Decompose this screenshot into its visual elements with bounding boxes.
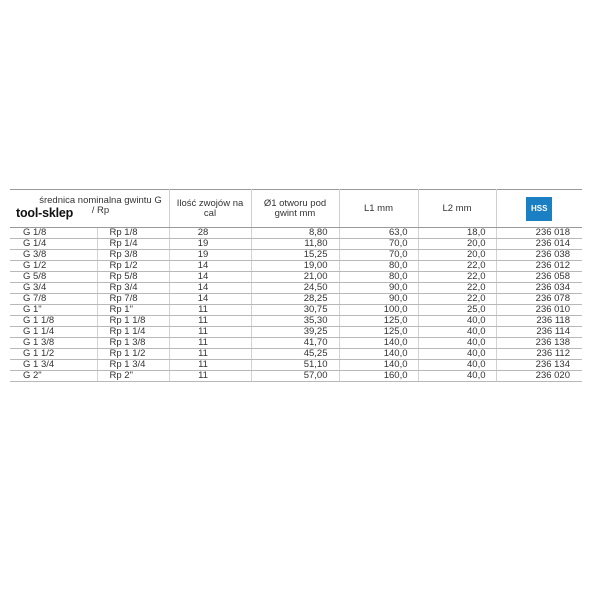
- cell-rp-size: Rp 5/8: [97, 272, 169, 283]
- table-row: [10, 338, 582, 349]
- cell-g-size: G 1": [10, 305, 97, 316]
- cell-rp-size: Rp 1 3/8: [97, 338, 169, 349]
- cell-threads: 11: [169, 360, 251, 371]
- cell-hole-diameter: 19,00: [251, 261, 339, 272]
- cell-g-size: G 1 3/4: [10, 360, 97, 371]
- table-header-row: [10, 190, 582, 228]
- header-hole: Ø1 otworu pod gwint mm: [251, 190, 339, 228]
- cell-code: 236 078: [496, 294, 582, 305]
- table-row: [10, 371, 582, 382]
- table-row: [10, 239, 582, 250]
- cell-hole-diameter: 28,25: [251, 294, 339, 305]
- cell-g-size: G 1 1/4: [10, 327, 97, 338]
- cell-code: 236 138: [496, 338, 582, 349]
- cell-code: 236 038: [496, 250, 582, 261]
- cell-hole-diameter: 21,00: [251, 272, 339, 283]
- cell-l1: 140,0: [339, 338, 418, 349]
- cell-rp-size: Rp 1/2: [97, 261, 169, 272]
- cell-threads: 28: [169, 228, 251, 239]
- table-row: [10, 305, 582, 316]
- cell-l1: 80,0: [339, 272, 418, 283]
- cell-threads: 11: [169, 349, 251, 360]
- cell-l1: 125,0: [339, 327, 418, 338]
- cell-l2: 22,0: [418, 283, 496, 294]
- cell-l1: 90,0: [339, 283, 418, 294]
- cell-rp-size: Rp 3/8: [97, 250, 169, 261]
- cell-rp-size: Rp 3/4: [97, 283, 169, 294]
- cell-l1: 90,0: [339, 294, 418, 305]
- cell-threads: 19: [169, 250, 251, 261]
- cell-l1: 80,0: [339, 261, 418, 272]
- cell-rp-size: Rp 1 3/4: [97, 360, 169, 371]
- cell-hole-diameter: 15,25: [251, 250, 339, 261]
- table-row: [10, 327, 582, 338]
- cell-hole-diameter: 41,70: [251, 338, 339, 349]
- cell-hole-diameter: 8,80: [251, 228, 339, 239]
- cell-l2: 40,0: [418, 327, 496, 338]
- cell-g-size: G 1 3/8: [10, 338, 97, 349]
- cell-threads: 19: [169, 239, 251, 250]
- cell-rp-size: Rp 7/8: [97, 294, 169, 305]
- cell-rp-size: Rp 1 1/4: [97, 327, 169, 338]
- cell-g-size: G 5/8: [10, 272, 97, 283]
- cell-l2: 20,0: [418, 239, 496, 250]
- cell-threads: 14: [169, 283, 251, 294]
- cell-threads: 11: [169, 316, 251, 327]
- cell-l1: 140,0: [339, 360, 418, 371]
- table-row: [10, 316, 582, 327]
- cell-code: 236 118: [496, 316, 582, 327]
- cell-hole-diameter: 11,80: [251, 239, 339, 250]
- cell-threads: 11: [169, 371, 251, 382]
- cell-rp-size: Rp 2": [97, 371, 169, 382]
- table-row: [10, 360, 582, 371]
- header-diameter-label: średnica nominalna gwintu G / Rp: [39, 195, 162, 216]
- cell-g-size: G 7/8: [10, 294, 97, 305]
- cell-g-size: G 1/4: [10, 239, 97, 250]
- table-row: [10, 294, 582, 305]
- cell-l1: 100,0: [339, 305, 418, 316]
- cell-code: 236 012: [496, 261, 582, 272]
- cell-code: 236 020: [496, 371, 582, 382]
- cell-threads: 11: [169, 305, 251, 316]
- cell-threads: 14: [169, 272, 251, 283]
- cell-rp-size: Rp 1": [97, 305, 169, 316]
- cell-code: 236 114: [496, 327, 582, 338]
- cell-rp-size: Rp 1 1/2: [97, 349, 169, 360]
- cell-l2: 40,0: [418, 360, 496, 371]
- cell-code: 236 134: [496, 360, 582, 371]
- table-row: [10, 349, 582, 360]
- cell-hole-diameter: 24,50: [251, 283, 339, 294]
- cell-code: 236 058: [496, 272, 582, 283]
- cell-l1: 63,0: [339, 228, 418, 239]
- cell-g-size: G 1/2: [10, 261, 97, 272]
- hss-badge: HSS: [526, 197, 552, 221]
- cell-l2: 22,0: [418, 294, 496, 305]
- header-diameter: [10, 190, 169, 228]
- cell-code: 236 010: [496, 305, 582, 316]
- cell-code: 236 014: [496, 239, 582, 250]
- cell-l1: 70,0: [339, 239, 418, 250]
- cell-g-size: G 1/8: [10, 228, 97, 239]
- cell-rp-size: Rp 1/8: [97, 228, 169, 239]
- cell-l1: 140,0: [339, 349, 418, 360]
- cell-l2: 40,0: [418, 349, 496, 360]
- cell-g-size: G 2": [10, 371, 97, 382]
- header-threads: Ilość zwojów na cal: [169, 190, 251, 228]
- cell-g-size: G 1 1/2: [10, 349, 97, 360]
- cell-threads: 11: [169, 327, 251, 338]
- cell-threads: 11: [169, 338, 251, 349]
- brand-watermark: tool-sklep: [16, 206, 74, 220]
- cell-rp-size: Rp 1 1/8: [97, 316, 169, 327]
- cell-l2: 20,0: [418, 250, 496, 261]
- cell-l2: 22,0: [418, 261, 496, 272]
- cell-g-size: G 1 1/8: [10, 316, 97, 327]
- cell-l2: 22,0: [418, 272, 496, 283]
- table-row: [10, 261, 582, 272]
- table-row: [10, 272, 582, 283]
- cell-g-size: G 3/8: [10, 250, 97, 261]
- cell-code: 236 018: [496, 228, 582, 239]
- cell-code: 236 112: [496, 349, 582, 360]
- cell-hole-diameter: 30,75: [251, 305, 339, 316]
- cell-l2: 40,0: [418, 338, 496, 349]
- cell-l1: 160,0: [339, 371, 418, 382]
- cell-threads: 14: [169, 261, 251, 272]
- cell-hole-diameter: 45,25: [251, 349, 339, 360]
- cell-hole-diameter: 35,30: [251, 316, 339, 327]
- cell-l1: 70,0: [339, 250, 418, 261]
- header-badge-cell: [496, 190, 582, 228]
- cell-l2: 18,0: [418, 228, 496, 239]
- cell-hole-diameter: 39,25: [251, 327, 339, 338]
- cell-code: 236 034: [496, 283, 582, 294]
- cell-hole-diameter: 51,10: [251, 360, 339, 371]
- cell-threads: 14: [169, 294, 251, 305]
- table-row: [10, 250, 582, 261]
- table-body: [10, 228, 582, 382]
- cell-l1: 125,0: [339, 316, 418, 327]
- cell-g-size: G 3/4: [10, 283, 97, 294]
- header-l2: L2 mm: [418, 190, 496, 228]
- cell-l2: 40,0: [418, 316, 496, 327]
- product-table-container: [10, 189, 582, 382]
- cell-hole-diameter: 57,00: [251, 371, 339, 382]
- cell-l2: 40,0: [418, 371, 496, 382]
- thread-tap-table: [10, 189, 582, 382]
- header-l1: L1 mm: [339, 190, 418, 228]
- cell-l2: 25,0: [418, 305, 496, 316]
- cell-rp-size: Rp 1/4: [97, 239, 169, 250]
- table-row: [10, 283, 582, 294]
- table-row: [10, 228, 582, 239]
